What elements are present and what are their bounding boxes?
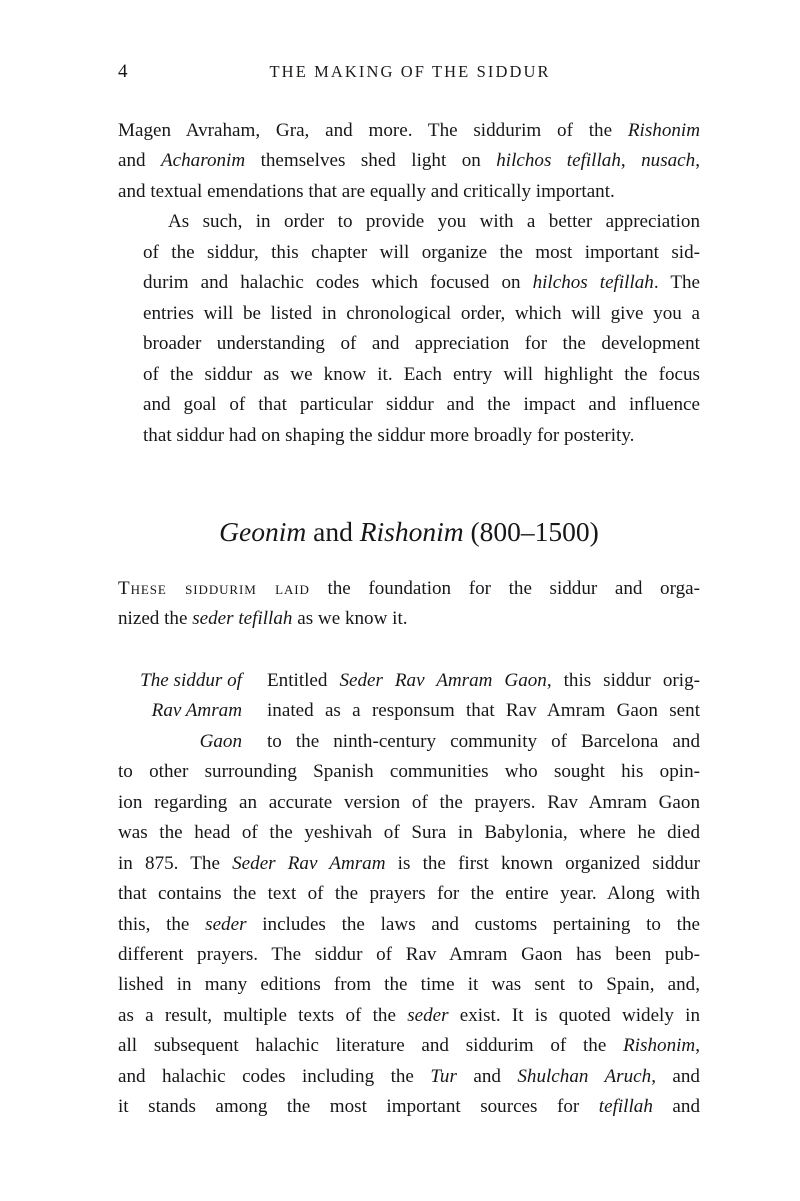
- text-line: that siddur had on shaping the siddur more broadly for posterity.: [143, 424, 635, 446]
- text-line: it stands among the most important sources for tefillah and: [118, 1096, 700, 1118]
- heading-italic-geonim: Geonim: [219, 515, 307, 547]
- text-block: [118, 116, 700, 1123]
- paragraph-section-intro: [118, 574, 700, 635]
- paragraph-as-such: [118, 207, 700, 451]
- text-line: inated as a responsum that Rav Amram Gaon sent: [267, 700, 700, 722]
- italic-term: hilchos tefillah: [496, 150, 621, 172]
- marginal-note-line: Gaon: [199, 730, 242, 752]
- text-line: Magen Avraham, Gra, and more. The siddurim of the Rishonim: [118, 120, 701, 141]
- text-line: broader understanding of and appreciation for the development: [143, 333, 700, 355]
- italic-term: Rishonim: [623, 1035, 696, 1057]
- italic-term: seder: [205, 913, 247, 935]
- text-line: different prayers. The siddur of Rav Amram Gaon has been pub-: [118, 943, 700, 965]
- italic-term: nusach: [641, 150, 696, 172]
- text-line: this, the seder includes the laws and customs pertaining to the: [118, 913, 700, 935]
- text-line: and textual emendations that are equally and critically important.: [118, 180, 615, 202]
- text-line: of the siddur as we know it. Each entry will highlight the focus: [143, 363, 700, 385]
- text-line: entries will be listed in chronological order, which will give you a: [143, 302, 700, 324]
- italic-term: seder tefillah: [192, 608, 293, 630]
- entry-rav-amram-gaon: [118, 666, 700, 1123]
- spacer: [118, 549, 700, 574]
- italic-title: Tur: [430, 1065, 457, 1087]
- heading-roman-and: and: [306, 515, 360, 547]
- section-heading: [118, 515, 700, 549]
- paragraph-opening: [118, 116, 700, 207]
- page-number: 4: [118, 61, 128, 82]
- italic-title: Seder Rav Amram: [232, 852, 386, 874]
- italic-term: seder: [407, 1004, 449, 1026]
- small-caps-lead-in: These siddurim laid: [118, 577, 310, 599]
- text-line: ion regarding an accurate version of the prayers. Rav Amram Gaon: [118, 791, 700, 813]
- spacer: [118, 451, 700, 515]
- text-line: to other surrounding Spanish communities who sought his opin-: [118, 761, 700, 783]
- text-line: that contains the text of the prayers for the entire year. Along with: [118, 883, 700, 905]
- italic-title: Shulchan Aruch: [517, 1065, 652, 1087]
- marginal-note-line: The siddur of: [140, 669, 242, 691]
- running-head-title: THE MAKING OF THE SIDDUR: [269, 62, 551, 81]
- text-line: of the siddur, this chapter will organize the most important sid-: [143, 241, 700, 263]
- text-line: and goal of that particular siddur and the impact and influence: [143, 394, 700, 416]
- italic-term: tefillah: [598, 1096, 653, 1118]
- running-header: [118, 59, 700, 85]
- text-line: Entitled Seder Rav Amram Gaon, this siddur orig-: [267, 669, 700, 691]
- heading-date-range: (800–1500): [463, 515, 599, 547]
- italic-term: Acharonim: [161, 150, 246, 172]
- text-line: and halachic codes including the Tur and Shulchan Aruch, and: [118, 1065, 700, 1087]
- text-line: lished in many editions from the time it was sent to Spain, and,: [118, 974, 700, 996]
- text-line: durim and halachic codes which focused on hilchos tefillah. The: [143, 272, 700, 294]
- text-line: as a result, multiple texts of the seder exist. It is quoted widely in: [118, 1004, 700, 1026]
- text-line: in 875. The Seder Rav Amram is the first known organized siddur: [118, 852, 700, 874]
- marginal-note: [118, 666, 242, 757]
- marginal-note-line: Rav Amram: [151, 700, 242, 722]
- spacer: [118, 635, 700, 666]
- italic-title: Seder Rav Amram Gaon: [339, 669, 547, 691]
- text-line: As such, in order to provide you with a better appreciation: [168, 211, 700, 233]
- heading-italic-rishonim: Rishonim: [359, 515, 464, 547]
- text-line: and Acharonim themselves shed light on hilchos tefillah, nusach,: [118, 150, 700, 172]
- text-line: to the ninth-century community of Barcelona and: [267, 730, 700, 752]
- text-line: was the head of the yeshivah of Sura in Babylonia, where he died: [118, 822, 700, 844]
- text-line: all subsequent halachic literature and siddurim of the Rishonim,: [118, 1035, 700, 1057]
- italic-term: Rishonim: [627, 120, 701, 141]
- text-line: These siddurim laid the foundation for the siddur and orga-: [118, 577, 700, 599]
- italic-term: hilchos tefillah: [532, 272, 654, 294]
- text-line: nized the seder tefillah as we know it.: [118, 608, 408, 630]
